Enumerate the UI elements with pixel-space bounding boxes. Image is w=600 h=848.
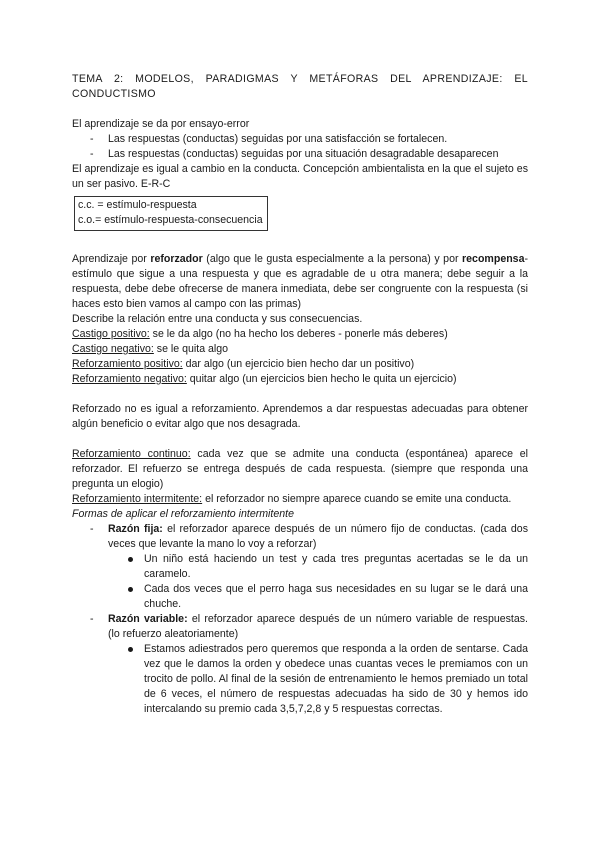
- example-item: Estamos adiestrados pero queremos que responda a la orden de sentarse. Cada vez que le damos la orden y obedece unas cuantas veces le premiamos con un trocito de pollo. Al final de la sesión de entrenamiento le hemos premiado un total de 6 veces, el número de respuestas adecuadas ha sido de 30 y hemos ido intercalando su premio cada 3,5,7,2,8 y 5 respuestas correctas.: [72, 642, 528, 717]
- intro-change: El aprendizaje es igual a cambio en la conducta. Concepción ambientalista en la que el sujeto es un ser pasivo. E-R-C: [72, 163, 528, 190]
- definition-line: [72, 372, 528, 387]
- box-line: c.o.= estímulo-respuesta-consecuencia: [78, 214, 263, 226]
- text-run: - estímulo que sigue a una respuesta y que es agradable de u otra manera; debe seguir a la respuesta, debe debe ofrecerse de manera inmediata, debe ser congruente con la respuesta (si haces esto bien vamos al campo con las primas): [72, 253, 528, 310]
- text-run: se le da algo (no ha hecho los deberes - ponerle más deberes): [149, 328, 448, 340]
- spacer: [72, 102, 528, 117]
- text-run: el reforzador aparece después de un número fijo de conductas. (cada dos veces que levante la mano lo voy a reforzar): [108, 523, 529, 550]
- formas-heading: Formas de aplicar el reforzamiento intermitente: [72, 508, 294, 520]
- razon-fija-item: [72, 522, 528, 552]
- text-run: Aprendizaje por: [72, 253, 151, 265]
- continuo-paragraph: [72, 447, 528, 492]
- definition-line: [72, 357, 528, 372]
- reforzador-paragraph: [72, 252, 528, 312]
- text-run: (algo que le gusta especialmente a la persona) y por: [202, 253, 463, 265]
- page-title: [72, 72, 528, 102]
- spacer: [72, 237, 528, 252]
- text-run: el reforzador aparece después de un número variable de respuestas. (lo refuerzo aleatoriamente): [108, 613, 528, 640]
- box-line: c.c. = estímulo-respuesta: [78, 199, 197, 211]
- intro-item: - Las respuestas (conductas) seguidas por una satisfacción se fortalecen.: [72, 132, 528, 147]
- bold-term: Razón variable:: [108, 613, 188, 625]
- reforzado-paragraph: Reforzado no es igual a reforzamiento. Aprendemos a dar respuestas adecuadas para obtener algún beneficio o evitar algo que nos desagrada.: [72, 403, 528, 430]
- definition-line: [72, 327, 528, 342]
- underlined-term: Castigo negativo:: [72, 343, 154, 355]
- razon-fija-examples: [72, 552, 528, 612]
- text-run: el reforzador no siempre aparece cuando se emite una conducta.: [202, 493, 512, 505]
- spacer: [72, 432, 528, 447]
- text-run: se le quita algo: [153, 343, 229, 355]
- describe-line: Describe la relación entre una conducta y sus consecuencias.: [72, 313, 363, 325]
- bold-term: Razón fija:: [108, 523, 163, 535]
- text-run: cada vez que se admite una conducta (espontánea) aparece el reforzador. El refuerzo se entrega después de cada respuesta. (siempre que responda una pregunta un elogio): [72, 448, 528, 490]
- document-body: [72, 72, 528, 717]
- razon-variable-examples: [72, 642, 528, 717]
- dash-mark: -: [90, 523, 94, 535]
- definition-line: [72, 342, 528, 357]
- text-run: dar algo (un ejercicio bien hecho dar un positivo): [182, 358, 415, 370]
- underlined-term: Reforzamiento intermitente:: [72, 493, 203, 505]
- underlined-term: Reforzamiento negativo:: [72, 373, 187, 385]
- definition-box: [74, 196, 268, 231]
- underlined-term: Reforzamiento positivo:: [72, 358, 183, 370]
- intro-lead: El aprendizaje se da por ensayo-error: [72, 118, 250, 130]
- spacer: [72, 387, 528, 402]
- bold-term: recompensa: [462, 253, 525, 265]
- title-line-2: CONDUCTISMO: [72, 88, 156, 100]
- intermitente-paragraph: [72, 492, 528, 507]
- text-run: quitar algo (un ejercicios bien hecho le quita un ejercicio): [186, 373, 457, 385]
- dash-mark: -: [90, 613, 94, 625]
- razon-variable-item: [72, 612, 528, 642]
- intro-item: - Las respuestas (conductas) seguidas por una situación desagradable desaparecen: [72, 147, 528, 162]
- title-line-1: TEMA 2: MODELOS, PARADIGMAS Y METÁFORAS DEL APRENDIZAJE: EL: [72, 73, 528, 85]
- underlined-term: Reforzamiento continuo:: [72, 448, 191, 460]
- intro-list: [72, 132, 528, 162]
- underlined-term: Castigo positivo:: [72, 328, 150, 340]
- example-item: Un niño está haciendo un test y cada tres preguntas acertadas se le da un caramelo.: [72, 552, 528, 582]
- bold-term: reforzador: [150, 253, 203, 265]
- example-item: Cada dos veces que el perro haga sus necesidades en su lugar se le dará una chuche.: [72, 582, 528, 612]
